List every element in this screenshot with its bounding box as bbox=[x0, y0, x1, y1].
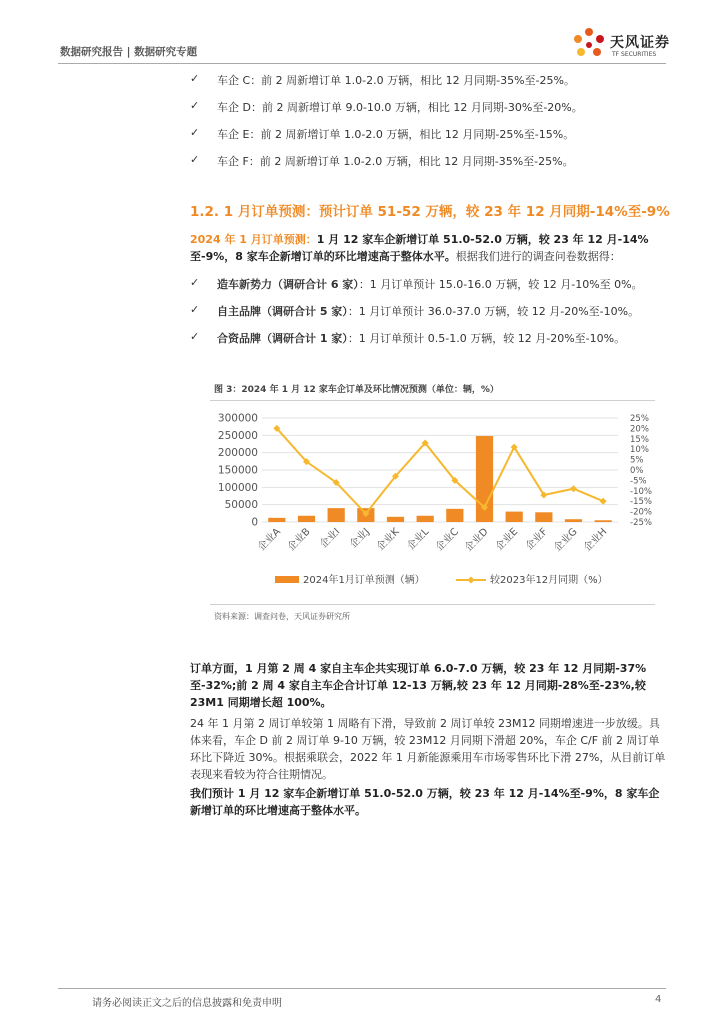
check-icon: ✓ bbox=[190, 126, 200, 139]
bullet-body: ：1 月订单预计 0.5-1.0 万辆，较 12 月-20%至-10%。 bbox=[347, 332, 626, 345]
logo-mark-icon bbox=[570, 26, 608, 62]
y-left-tick-label: 200000 bbox=[217, 447, 258, 460]
orders-combo-chart bbox=[210, 402, 655, 602]
legend-bar-swatch bbox=[275, 576, 299, 583]
check-icon: ✓ bbox=[190, 276, 200, 289]
bullet-label: 造车新势力（调研合计 6 家） bbox=[217, 278, 359, 291]
analysis-paragraph: 24 年 1 月第 2 周订单较第 1 周略有下滑，导致前 2 周订单较 23M12 同期增速进一步放缓。具体来看，车企 D 前 2 周订单 9-10 万辆，较 23M12 月同期下滑超 20%，车企 C/F 前 2 周订单环比下降近 30%。根据乘联会，2022 年 1 月新能源乘用车市场零售环比下滑 27%，从目前订单表现来看较为符合往期情况。 bbox=[190, 717, 666, 781]
y-right-tick-label: -25% bbox=[630, 518, 652, 528]
report-category: 数据研究报告 | 数据研究专题 bbox=[60, 46, 198, 58]
logo-text: 天风证券 bbox=[610, 35, 670, 51]
check-icon: ✓ bbox=[190, 303, 200, 316]
page-number: 4 bbox=[655, 994, 662, 1005]
legend-line-marker bbox=[468, 577, 475, 584]
y-left-tick-label: 250000 bbox=[217, 429, 258, 442]
line-point bbox=[600, 498, 607, 505]
section-heading: 1.2. 1 月订单预测：预计订单 51-52 万辆，较 23 年 12 月同期-14%至-9% bbox=[190, 204, 670, 220]
x-tick-label: 企业A bbox=[256, 526, 283, 554]
intro-paragraph bbox=[190, 231, 666, 265]
figure-bottom-divider bbox=[210, 604, 655, 605]
x-tick-label: 企业E bbox=[493, 526, 521, 553]
bar bbox=[565, 519, 582, 522]
orders-paragraph-bold: 订单方面，1 月第 2 周 4 家自主车企共实现订单 6.0-7.0 万辆，较 23 年 12 月同期-37%至-32%;前 2 周 4 家自主车企合计订单 12-13 万辆,较 23 年 12 月同期-28%至-23%,较 23M1 同期增长超 100%。 bbox=[190, 662, 647, 709]
x-tick-label: 企业D bbox=[463, 526, 491, 554]
y-right-tick-label: -20% bbox=[630, 507, 652, 518]
bullet-label: 车企 D bbox=[217, 101, 251, 114]
intro-bold: 1 月 12 家车企新增订单 51.0-52.0 万辆，较 23 年 12 月-14%至-9%，8 家车企新增订单的环比增速高于整体水平。 bbox=[190, 233, 649, 263]
legend-label: 2024年1月订单预测（辆） bbox=[303, 575, 425, 586]
figure-source: 资料来源：调查问卷，天风证券研究所 bbox=[214, 612, 350, 621]
x-tick-label: 企业F bbox=[523, 526, 550, 553]
x-tick-label: 企业J bbox=[347, 526, 372, 551]
figure-title: 图 3：2024 年 1 月 12 家车企订单及环比情况预测（单位：辆，%） bbox=[214, 385, 499, 395]
x-tick-label: 企业C bbox=[434, 526, 461, 554]
y-left-tick-label: 150000 bbox=[217, 464, 258, 477]
x-tick-label: 企业B bbox=[285, 526, 313, 554]
bullet-label: 自主品牌（调研合计 5 家） bbox=[217, 305, 348, 318]
check-icon: ✓ bbox=[190, 153, 200, 166]
bullet-body: ：前 2 周新增订单 1.0-2.0 万辆，相比 12 月同期-35%至-25%。 bbox=[248, 155, 574, 168]
check-icon: ✓ bbox=[190, 330, 200, 343]
logo-subtext: TF SECURITIES bbox=[612, 51, 657, 58]
intro-lead: 2024 年 1 月订单预测： bbox=[190, 233, 317, 246]
forecast-paragraph bbox=[190, 785, 666, 819]
bullet-body: ：前 2 周新增订单 9.0-10.0 万辆，相比 12 月同期-30%至-20%。 bbox=[250, 101, 583, 114]
figure-top-divider bbox=[210, 400, 655, 401]
bar bbox=[446, 509, 463, 522]
bullet-label: 车企 E bbox=[217, 128, 250, 141]
series-line bbox=[277, 428, 603, 513]
footer-divider bbox=[58, 988, 666, 989]
disclaimer: 请务必阅读正文之后的信息披露和免责申明 bbox=[92, 998, 282, 1009]
bar bbox=[387, 517, 404, 522]
y-left-tick-label: 300000 bbox=[217, 412, 258, 425]
bullet-body: ：前 2 周新增订单 1.0-2.0 万辆，相比 12 月同期-25%至-15%。 bbox=[249, 128, 575, 141]
y-left-tick-label: 0 bbox=[251, 516, 258, 529]
y-left-tick-label: 100000 bbox=[217, 481, 258, 494]
y-left-tick-label: 50000 bbox=[224, 499, 258, 512]
y-right-tick-label: 10% bbox=[630, 445, 649, 456]
x-tick-label: 企业L bbox=[405, 526, 432, 553]
bar bbox=[595, 520, 612, 522]
y-right-tick-label: 0% bbox=[630, 466, 644, 476]
y-right-tick-label: -15% bbox=[630, 497, 652, 508]
orders-paragraph bbox=[190, 660, 666, 711]
bar bbox=[506, 512, 523, 522]
y-right-tick-label: 15% bbox=[630, 434, 649, 445]
bullet-label: 车企 F bbox=[217, 155, 249, 168]
bullet-label: 合资品牌（调研合计 1 家） bbox=[217, 332, 348, 345]
x-tick-label: 企业H bbox=[582, 526, 610, 554]
x-tick-label: 企业I bbox=[318, 526, 343, 551]
header-divider bbox=[58, 63, 666, 64]
bar bbox=[298, 516, 315, 522]
legend-label: 较2023年12月同期（%） bbox=[490, 575, 608, 586]
y-right-tick-label: -10% bbox=[630, 486, 652, 497]
bar bbox=[268, 518, 285, 522]
check-icon: ✓ bbox=[190, 72, 200, 85]
bar bbox=[535, 512, 552, 522]
y-right-tick-label: 5% bbox=[630, 455, 644, 466]
bar bbox=[417, 516, 434, 522]
bullet-label: 车企 C bbox=[217, 74, 251, 87]
x-tick-label: 企业K bbox=[375, 526, 402, 553]
check-icon: ✓ bbox=[190, 99, 200, 112]
intro-rest: 根据我们进行的调查问卷数据得： bbox=[455, 250, 621, 263]
y-right-tick-label: 20% bbox=[630, 424, 649, 435]
y-right-tick-label: 25% bbox=[630, 414, 649, 424]
bullet-body: ：1 月订单预计 15.0-16.0 万辆，较 12 月-10%至 0%。 bbox=[358, 278, 643, 291]
y-right-tick-label: -5% bbox=[630, 476, 647, 487]
bullet-body: ：1 月订单预计 36.0-37.0 万辆，较 12 月-20%至-10%。 bbox=[347, 305, 640, 318]
bullet-body: ：前 2 周新增订单 1.0-2.0 万辆，相比 12 月同期-35%至-25%。 bbox=[250, 74, 575, 87]
line-point bbox=[570, 485, 577, 492]
x-tick-label: 企业G bbox=[552, 526, 580, 554]
forecast-paragraph-bold: 我们预计 1 月 12 家车企新增订单 51.0-52.0 万辆，较 23 年 12 月-14%至-9%，8 家车企新增订单的环比增速高于整体水平。 bbox=[190, 787, 660, 817]
company-logo bbox=[570, 26, 670, 62]
bar bbox=[328, 508, 345, 522]
